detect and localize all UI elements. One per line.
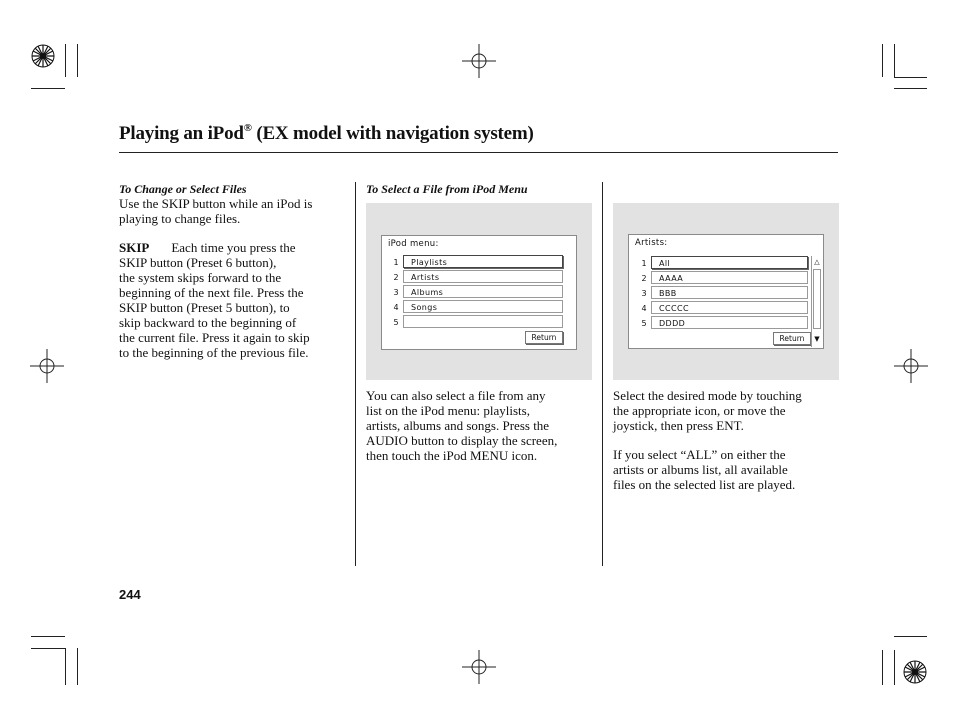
row-number: 5	[641, 319, 647, 328]
row-number: 1	[393, 258, 399, 267]
list-item-artist[interactable]: AAAA	[651, 271, 808, 284]
column-divider	[355, 182, 356, 566]
menu-item-artists[interactable]: Artists	[403, 270, 563, 283]
crosshair-icon	[462, 44, 496, 78]
column-divider	[602, 182, 603, 566]
crosshair-icon	[462, 650, 496, 684]
list-item-artist[interactable]: BBB	[651, 286, 808, 299]
row-number: 1	[641, 259, 647, 268]
section-heading-ipod-menu: To Select a File from iPod Menu	[366, 182, 528, 196]
row-number: 4	[393, 303, 399, 312]
page-title: Playing an iPod® (EX model with navigation system)	[119, 122, 534, 144]
list-item-artist[interactable]: CCCCC	[651, 301, 808, 314]
menu-item-albums[interactable]: Albums	[403, 285, 563, 298]
section-heading-change-files: To Change or Select Files	[119, 182, 247, 196]
row-number: 5	[393, 318, 399, 327]
ipod-menu-screen	[381, 235, 577, 350]
row-number: 3	[641, 289, 647, 298]
scrollbar[interactable]	[811, 256, 821, 347]
intro-text: Use the SKIP button while an iPod is playing to change files.	[119, 196, 313, 226]
registration-burst-icon	[31, 44, 55, 68]
artists-screenshot	[613, 203, 839, 380]
return-button[interactable]: Return	[525, 331, 563, 344]
skip-description: SKIP button (Preset 6 button), the system skips forward to the beginning of the next file. Press the SKIP button (Preset 5 button), to skip backward to the beginning of the current file. Press it again to skip to the beginning of the previous file.	[119, 255, 310, 360]
row-number: 2	[641, 274, 647, 283]
row-number: 4	[641, 304, 647, 313]
select-all-text: If you select “ALL” on either the artists or albums list, all available files on the selected list are played.	[613, 447, 796, 492]
registration-burst-icon	[903, 660, 927, 684]
ipod-menu-description: You can also select a file from any list on the iPod menu: playlists, artists, albums and songs. Press the AUDIO button to display the screen, then touch the iPod MENU icon.	[366, 388, 558, 463]
title-rule	[119, 152, 838, 153]
scroll-up-icon[interactable]: △	[814, 258, 820, 266]
scroll-track[interactable]	[813, 269, 821, 329]
crosshair-icon	[30, 349, 64, 383]
menu-item-playlists[interactable]: Playlists	[403, 255, 563, 268]
page-number: 244	[119, 587, 141, 602]
crosshair-icon	[894, 349, 928, 383]
ipod-menu-screenshot	[366, 203, 592, 380]
select-mode-text: Select the desired mode by touching the appropriate icon, or move the joystick, then press ENT.	[613, 388, 802, 433]
list-item-artist[interactable]: DDDD	[651, 316, 808, 329]
screen-title: iPod menu:	[388, 239, 439, 249]
screen-title: Artists:	[635, 238, 668, 248]
row-number: 2	[393, 273, 399, 282]
artists-screen	[628, 234, 824, 349]
scroll-down-icon[interactable]: ▼	[814, 335, 820, 343]
return-button[interactable]: Return	[773, 332, 811, 345]
list-item-all[interactable]: All	[651, 256, 808, 269]
skip-label: SKIP Each time you press the	[119, 240, 296, 255]
menu-item-empty[interactable]	[403, 315, 563, 328]
row-number: 3	[393, 288, 399, 297]
menu-item-songs[interactable]: Songs	[403, 300, 563, 313]
